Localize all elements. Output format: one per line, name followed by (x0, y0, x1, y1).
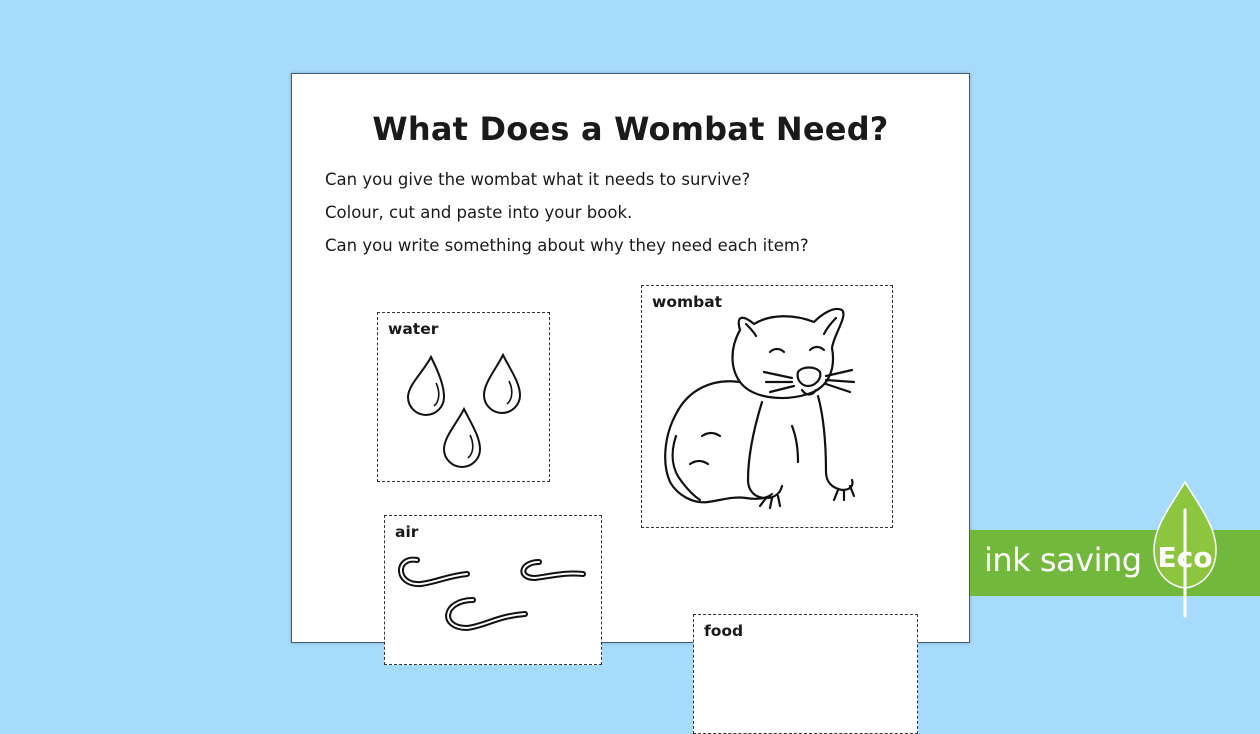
instruction-line-3: Can you write something about why they need each item? (325, 236, 809, 255)
wind-swirls-icon (385, 516, 603, 666)
wombat-card-label: wombat (652, 293, 723, 311)
air-card-label: air (395, 523, 419, 541)
instruction-line-2: Colour, cut and paste into your book. (325, 203, 633, 222)
water-card-label: water (388, 320, 439, 338)
food-card-label: food (704, 622, 744, 640)
worksheet-title: What Does a Wombat Need? (372, 110, 889, 148)
water-drops-icon (378, 313, 551, 483)
eco-label: Eco (1157, 541, 1213, 574)
worksheet-page (291, 73, 970, 643)
instruction-line-1: Can you give the wombat what it needs to survive? (325, 170, 751, 189)
ink-saving-label: ink saving (984, 541, 1142, 579)
wombat-drawing-icon (642, 286, 894, 529)
food-card (693, 614, 918, 734)
air-card (384, 515, 602, 665)
water-card (377, 312, 550, 482)
wombat-card (641, 285, 893, 528)
